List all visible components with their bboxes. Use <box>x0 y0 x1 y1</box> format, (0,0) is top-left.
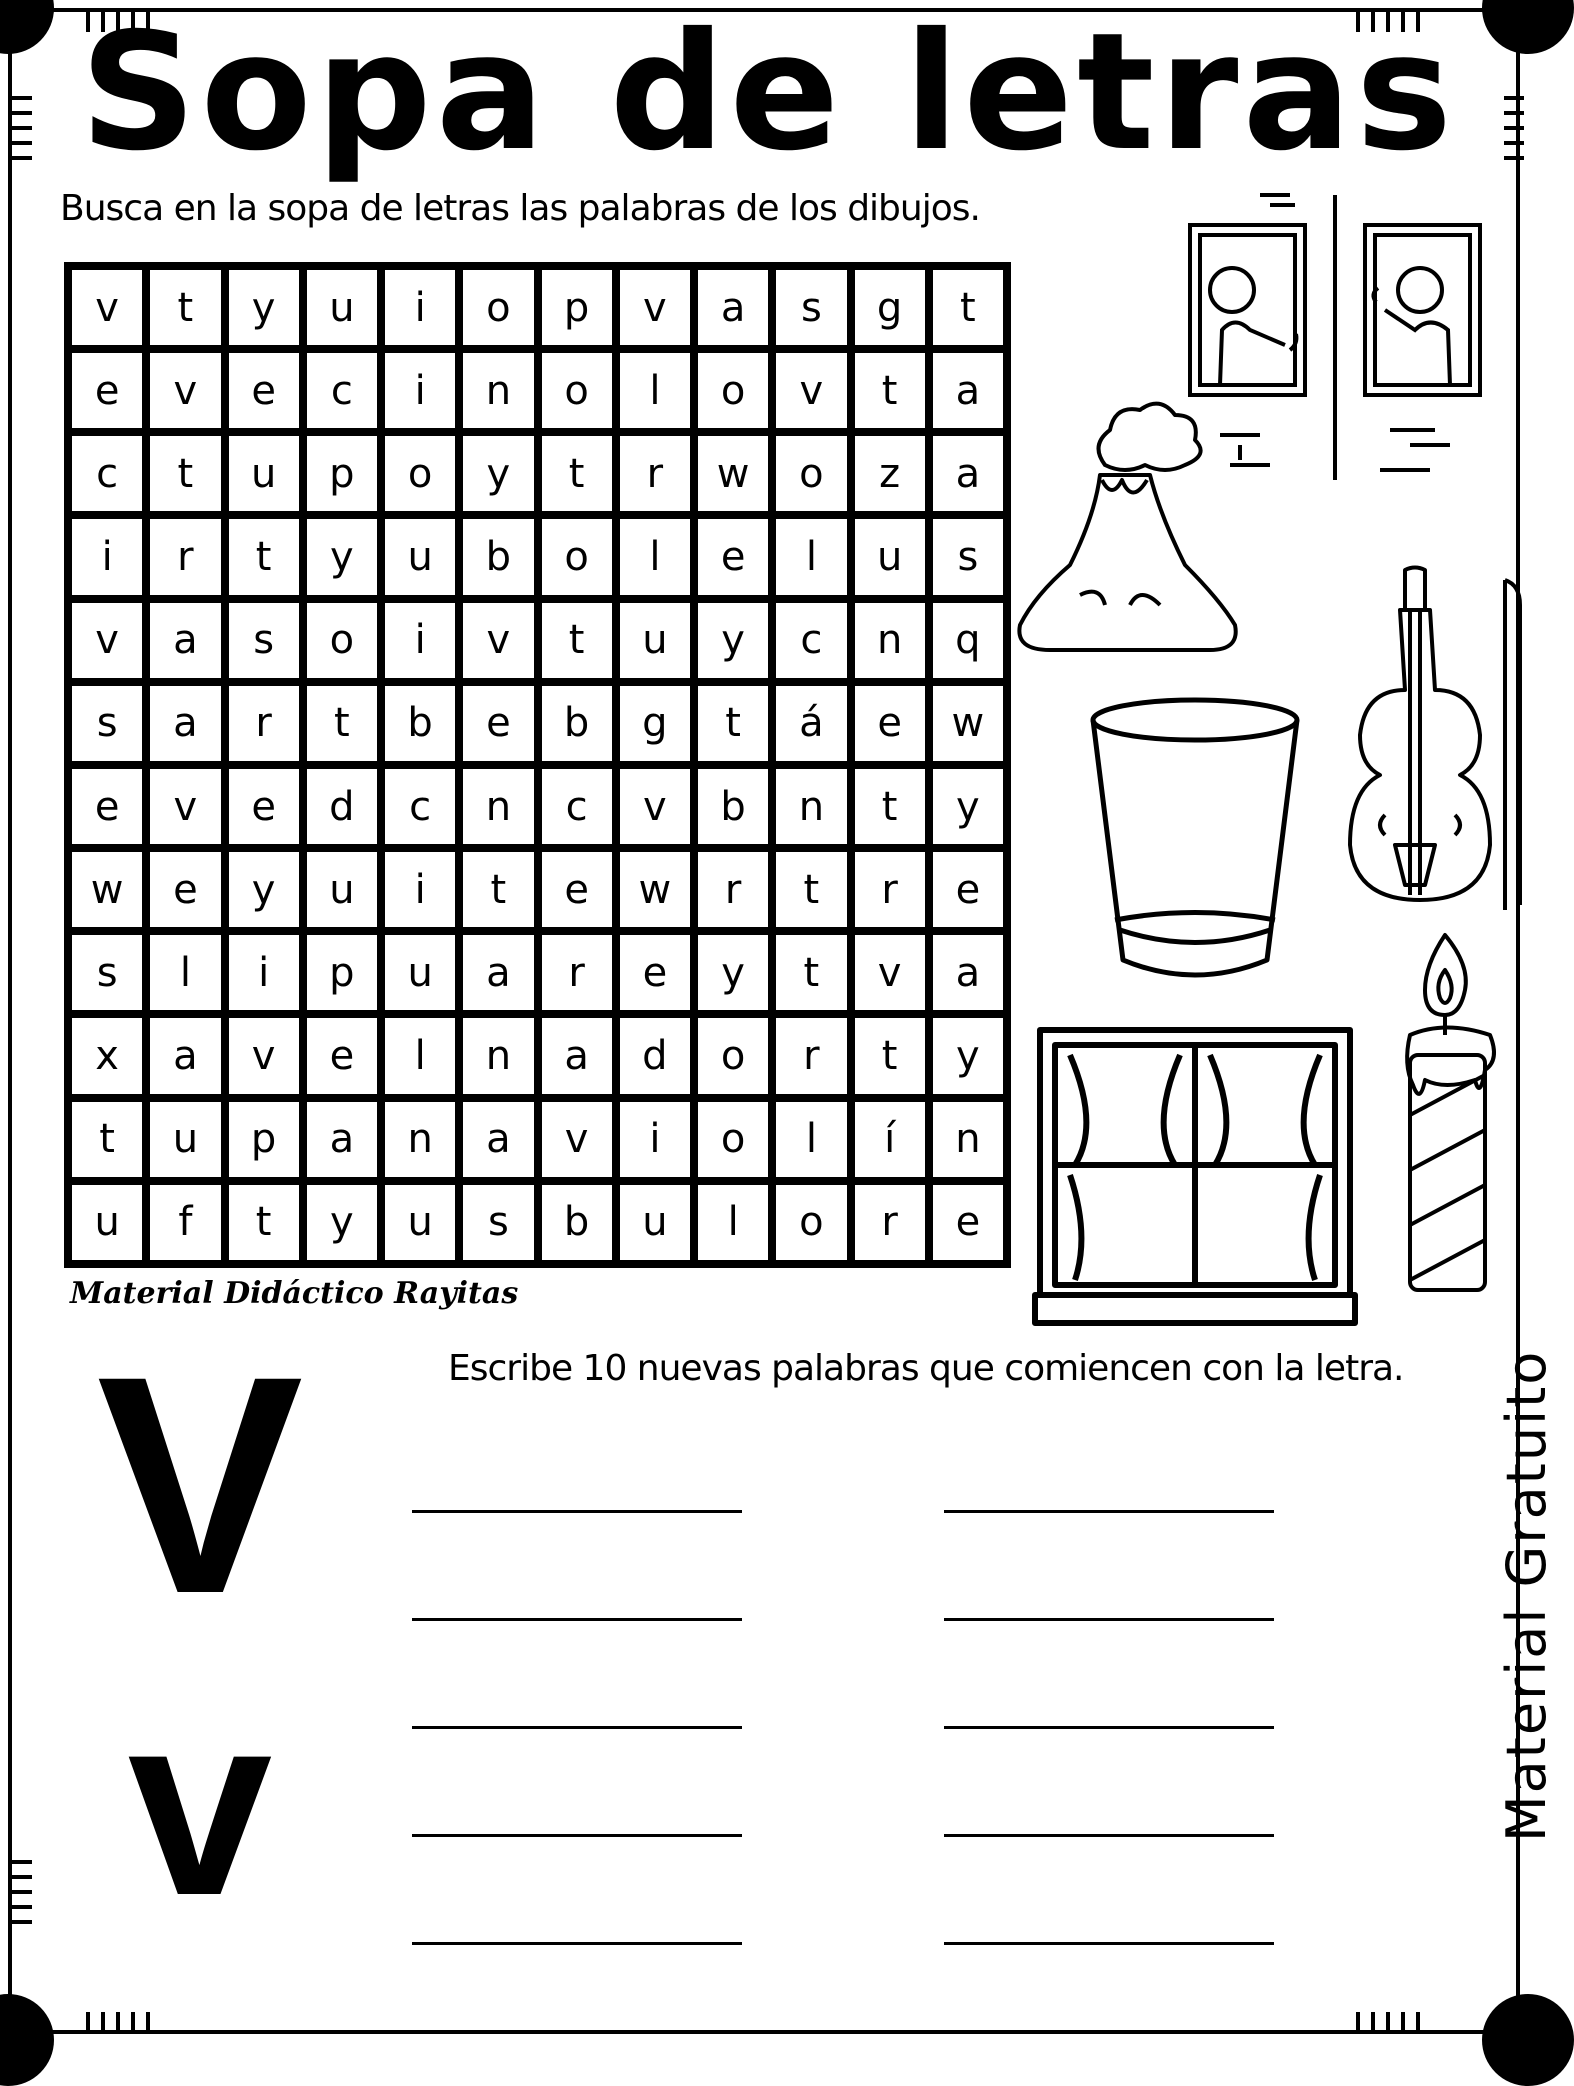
grid-cell[interactable]: v <box>776 353 846 428</box>
writing-line[interactable] <box>412 1618 742 1621</box>
grid-cell[interactable]: v <box>620 769 690 844</box>
glass-picture <box>1075 690 1315 1000</box>
grid-cell[interactable]: l <box>698 1185 768 1260</box>
grid-cell[interactable]: y <box>698 603 768 678</box>
grid-cell[interactable]: e <box>229 769 299 844</box>
grid-cell[interactable]: u <box>229 436 299 511</box>
grid-cell[interactable]: o <box>776 436 846 511</box>
grid-cell[interactable]: e <box>150 852 220 927</box>
grid-cell[interactable]: i <box>385 603 455 678</box>
uppercase-letter: V <box>96 1311 304 1658</box>
writing-line[interactable] <box>944 1618 1274 1621</box>
grid-cell[interactable]: i <box>229 935 299 1010</box>
grid-cell[interactable]: s <box>72 935 142 1010</box>
grid-cell[interactable]: t <box>542 436 612 511</box>
grid-cell[interactable]: r <box>620 436 690 511</box>
writing-line[interactable] <box>944 1834 1274 1837</box>
grid-cell[interactable]: i <box>620 1102 690 1177</box>
grid-cell[interactable]: r <box>776 1018 846 1093</box>
grid-cell[interactable]: b <box>698 769 768 844</box>
grid-cell[interactable]: w <box>698 436 768 511</box>
grid-cell[interactable]: r <box>855 1185 925 1260</box>
grid-cell[interactable]: q <box>933 603 1003 678</box>
grid-cell[interactable]: a <box>307 1102 377 1177</box>
grid-cell[interactable]: r <box>542 935 612 1010</box>
grid-cell[interactable]: y <box>229 270 299 345</box>
grid-cell[interactable]: l <box>150 935 220 1010</box>
writing-line[interactable] <box>944 1942 1274 1945</box>
grid-cell[interactable]: y <box>933 1018 1003 1093</box>
grid-cell[interactable]: w <box>933 686 1003 761</box>
edge-ticks <box>86 2012 150 2032</box>
grid-cell[interactable]: t <box>855 353 925 428</box>
grid-cell[interactable]: v <box>463 603 533 678</box>
grid-cell[interactable]: i <box>72 519 142 594</box>
grid-cell[interactable]: e <box>933 852 1003 927</box>
grid-cell[interactable]: d <box>620 1018 690 1093</box>
grid-cell[interactable]: p <box>307 436 377 511</box>
grid-cell[interactable]: i <box>385 852 455 927</box>
word-search-grid <box>64 262 1011 1268</box>
writing-line[interactable] <box>944 1510 1274 1513</box>
grid-cell[interactable]: c <box>385 769 455 844</box>
grid-cell[interactable]: n <box>463 769 533 844</box>
grid-cell[interactable]: u <box>620 603 690 678</box>
lowercase-letter: v <box>127 1660 273 1950</box>
grid-cell[interactable]: p <box>307 935 377 1010</box>
volcano-picture <box>1010 395 1250 665</box>
grid-cell[interactable]: s <box>933 519 1003 594</box>
grid-cell[interactable]: r <box>698 852 768 927</box>
grid-cell[interactable]: y <box>698 935 768 1010</box>
grid-cell[interactable]: c <box>307 353 377 428</box>
grid-cell[interactable]: b <box>542 686 612 761</box>
grid-cell[interactable]: y <box>229 852 299 927</box>
grid-cell[interactable]: á <box>776 686 846 761</box>
grid-cell[interactable]: u <box>620 1185 690 1260</box>
grid-cell[interactable]: o <box>542 353 612 428</box>
violin-picture <box>1330 565 1530 925</box>
grid-cell[interactable]: v <box>72 270 142 345</box>
grid-cell[interactable]: v <box>150 769 220 844</box>
grid-cell[interactable]: r <box>229 686 299 761</box>
grid-cell[interactable]: f <box>150 1185 220 1260</box>
candle-picture <box>1390 925 1510 1300</box>
write-instruction: Escribe 10 nuevas palabras que comiencen con la letra. <box>448 1348 1404 1389</box>
grid-cell[interactable]: t <box>229 1185 299 1260</box>
grid-cell[interactable]: e <box>933 1185 1003 1260</box>
grid-cell[interactable]: t <box>229 519 299 594</box>
grid-cell[interactable]: í <box>855 1102 925 1177</box>
writing-line[interactable] <box>944 1726 1274 1729</box>
grid-cell[interactable]: t <box>698 686 768 761</box>
grid-cell[interactable]: y <box>307 1185 377 1260</box>
grid-cell[interactable]: c <box>72 436 142 511</box>
grid-cell[interactable]: u <box>307 270 377 345</box>
grid-cell[interactable]: n <box>463 353 533 428</box>
side-label: Material Gratuito <box>1495 1349 1558 1842</box>
writing-line[interactable] <box>412 1726 742 1729</box>
grid-cell[interactable]: y <box>933 769 1003 844</box>
grid-cell[interactable]: g <box>855 270 925 345</box>
grid-cell[interactable]: n <box>385 1102 455 1177</box>
corner-decoration <box>1482 1994 1574 2086</box>
grid-cell[interactable]: t <box>855 1018 925 1093</box>
grid-cell[interactable]: t <box>150 436 220 511</box>
grid-cell[interactable]: y <box>307 519 377 594</box>
grid-cell[interactable]: u <box>385 935 455 1010</box>
grid-cell[interactable]: a <box>933 353 1003 428</box>
grid-cell[interactable]: a <box>150 686 220 761</box>
window-picture <box>1030 1025 1360 1330</box>
edge-ticks <box>1356 2012 1420 2032</box>
grid-cell[interactable]: e <box>542 852 612 927</box>
grid-cell[interactable]: b <box>463 519 533 594</box>
grid-cell[interactable]: t <box>150 270 220 345</box>
grid-cell[interactable]: s <box>776 270 846 345</box>
grid-cell[interactable]: e <box>307 1018 377 1093</box>
grid-cell[interactable]: x <box>72 1018 142 1093</box>
grid-cell[interactable]: o <box>542 519 612 594</box>
grid-cell[interactable]: n <box>855 603 925 678</box>
grid-cell[interactable]: l <box>620 519 690 594</box>
grid-cell[interactable]: t <box>855 769 925 844</box>
grid-cell[interactable]: s <box>463 1185 533 1260</box>
grid-cell[interactable]: o <box>776 1185 846 1260</box>
grid-cell[interactable]: u <box>385 519 455 594</box>
grid-cell[interactable]: v <box>72 603 142 678</box>
grid-cell[interactable]: e <box>72 353 142 428</box>
grid-cell[interactable]: w <box>620 852 690 927</box>
grid-cell[interactable]: t <box>307 686 377 761</box>
grid-cell[interactable]: g <box>620 686 690 761</box>
grid-cell[interactable]: o <box>385 436 455 511</box>
grid-cell[interactable]: t <box>542 603 612 678</box>
grid-cell[interactable]: b <box>385 686 455 761</box>
grid-cell[interactable]: i <box>385 353 455 428</box>
grid-cell[interactable]: t <box>776 935 846 1010</box>
grid-cell[interactable]: v <box>620 270 690 345</box>
grid-cell[interactable]: o <box>698 1102 768 1177</box>
grid-cell[interactable]: z <box>855 436 925 511</box>
grid-cell[interactable]: e <box>698 519 768 594</box>
grid-cell[interactable]: u <box>307 852 377 927</box>
grid-cell[interactable]: b <box>542 1185 612 1260</box>
grid-cell[interactable]: w <box>72 852 142 927</box>
page-title: Sopa de letras <box>79 0 1457 187</box>
grid-cell[interactable]: v <box>855 935 925 1010</box>
search-instruction: Busca en la sopa de letras las palabras de los dibujos. <box>60 188 980 229</box>
grid-cell[interactable]: a <box>463 1102 533 1177</box>
grid-cell[interactable]: n <box>463 1018 533 1093</box>
grid-cell[interactable]: e <box>463 686 533 761</box>
credit-text: Material Didáctico Rayitas <box>70 1276 519 1311</box>
grid-cell[interactable]: t <box>72 1102 142 1177</box>
grid-cell[interactable]: s <box>72 686 142 761</box>
grid-cell[interactable]: e <box>229 353 299 428</box>
grid-cell[interactable]: y <box>463 436 533 511</box>
grid-cell[interactable]: p <box>542 270 612 345</box>
grid-cell[interactable]: v <box>542 1102 612 1177</box>
grid-cell[interactable]: v <box>229 1018 299 1093</box>
grid-cell[interactable]: u <box>150 1102 220 1177</box>
grid-cell[interactable]: c <box>542 769 612 844</box>
writing-line[interactable] <box>412 1942 742 1945</box>
grid-cell[interactable]: d <box>307 769 377 844</box>
grid-cell[interactable]: l <box>776 519 846 594</box>
grid-cell[interactable]: o <box>463 270 533 345</box>
grid-cell[interactable]: l <box>620 353 690 428</box>
grid-cell[interactable]: e <box>72 769 142 844</box>
grid-cell[interactable]: t <box>776 852 846 927</box>
grid-cell[interactable]: o <box>698 353 768 428</box>
grid-cell[interactable]: o <box>307 603 377 678</box>
grid-cell[interactable]: a <box>933 935 1003 1010</box>
grid-cell[interactable]: u <box>855 519 925 594</box>
grid-cell[interactable]: e <box>620 935 690 1010</box>
grid-cell[interactable]: r <box>855 852 925 927</box>
grid-cell[interactable]: o <box>698 1018 768 1093</box>
grid-cell[interactable]: n <box>776 769 846 844</box>
grid-cell[interactable]: l <box>776 1102 846 1177</box>
grid-cell[interactable]: t <box>463 852 533 927</box>
grid-cell[interactable]: s <box>229 603 299 678</box>
grid-cell[interactable]: u <box>385 1185 455 1260</box>
grid-cell[interactable]: a <box>150 1018 220 1093</box>
grid-cell[interactable]: e <box>855 686 925 761</box>
grid-cell[interactable]: u <box>72 1185 142 1260</box>
grid-cell[interactable]: r <box>150 519 220 594</box>
grid-cell[interactable]: a <box>150 603 220 678</box>
grid-cell[interactable]: i <box>385 270 455 345</box>
grid-cell[interactable]: c <box>776 603 846 678</box>
grid-cell[interactable]: a <box>698 270 768 345</box>
grid-cell[interactable]: a <box>542 1018 612 1093</box>
grid-cell[interactable]: n <box>933 1102 1003 1177</box>
grid-cell[interactable]: p <box>229 1102 299 1177</box>
grid-cell[interactable]: l <box>385 1018 455 1093</box>
grid-cell[interactable]: a <box>933 436 1003 511</box>
writing-line[interactable] <box>412 1510 742 1513</box>
writing-line[interactable] <box>412 1834 742 1837</box>
grid-cell[interactable]: t <box>933 270 1003 345</box>
grid-cell[interactable]: v <box>150 353 220 428</box>
grid-cell[interactable]: a <box>463 935 533 1010</box>
